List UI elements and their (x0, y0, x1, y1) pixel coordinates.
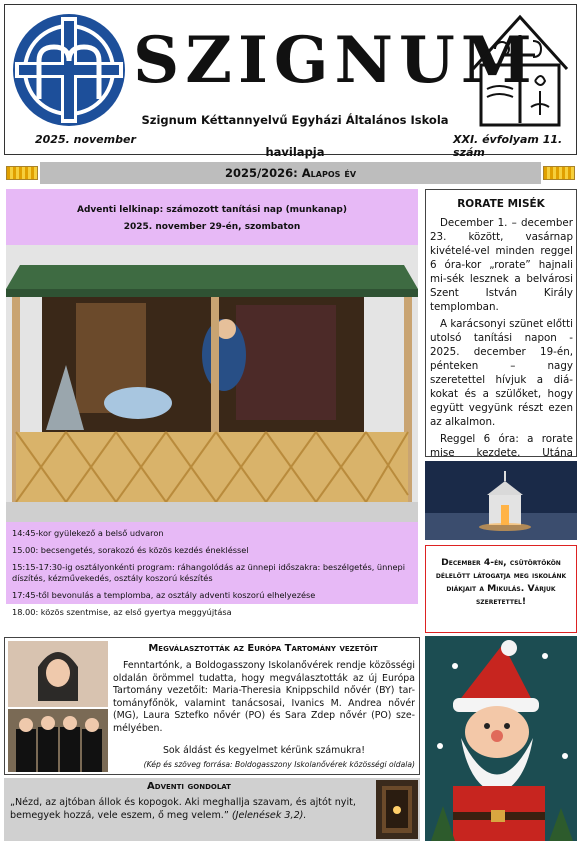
year-bar (4, 162, 577, 184)
thought-reference: (Jelenések 3,2). (231, 810, 307, 821)
nativity-stable-photo (6, 245, 418, 522)
thought-quote: „Nézd, az ajtóban állok és kopogok. Aki meghallja szavam, és ajtót nyit, bemegyek hozzá, vele eszem, ő meg velem.” (10, 797, 356, 821)
thought-title: Adventi gondolat (147, 781, 231, 792)
thought-text (10, 796, 374, 822)
school-logo-icon (9, 11, 129, 129)
stripe-ornament-icon (6, 166, 38, 180)
advent-thought-box (4, 778, 420, 841)
header-subtitle: havilapja (265, 145, 325, 159)
advent-schedule (12, 528, 414, 624)
election-text (113, 660, 415, 738)
school-name: Szignum Kéttannyelvű Egyházi Általános Iskola (141, 113, 449, 127)
election-title: Megválasztották az Európa Tartomány vezetőit (148, 643, 378, 654)
schedule-item: 18.00: közös szentmise, az első gyertya meggyújtása (12, 607, 232, 617)
mikulas-box (425, 545, 577, 633)
schedule-item: 14:45-kor gyülekező a belső udvaron (12, 528, 164, 538)
header (4, 4, 577, 159)
schedule-item: 15:15-17:30-ig osztályonkénti program: ráhangolódás az ünnepi időszakra: beszélgetés, ünnepi díszítés, kézművekedés, osztály koszorú készítés (12, 562, 405, 583)
santa-illustration (425, 636, 577, 841)
issue-number: XXI. évfolyam 11. szám (453, 133, 563, 159)
house-emblem-icon (465, 11, 575, 129)
door-photo (376, 780, 418, 839)
election-paragraph: Fenntartónk, a Boldogasszony Iskolanővérek rendje közösségi oldalán örömmel tudatta, hogy megválasztották az új Európa Tartomány vezetőit: Maria-Theresia Knippschild nővér (BY) tar-tományfőnök, valamint tanácsosai, Ivanics M. Andrea nővér (MG), Laura Sztefko nővér (PO) és Sara Zdep nővér (PO) sze-mélyében. (113, 660, 415, 734)
advent-date: 2025. november 29-én, szombaton (123, 222, 301, 232)
nuns-photo (8, 641, 108, 772)
advent-title: Adventi lelkinap: számozott tanítási nap (munkanap) (77, 205, 347, 215)
rorate-box (425, 189, 577, 457)
chapel-photo (425, 461, 577, 540)
rorate-paragraph: December 1. – december 23. között, vasárnap kivételé-vel minden reggel 6 óra-kor „rorate” hajnali mi-sék lesznek a belvárosi Szent István Király templomban. (430, 217, 573, 313)
election-source: (Kép és szöveg forrása: Boldogasszony Iskolanővérek közösségi oldala) (143, 760, 415, 769)
issue-date: 2025. november (35, 133, 136, 146)
masthead-title: SZIGNUM (133, 23, 538, 98)
advent-retreat-box (6, 189, 418, 617)
mikulas-text: December 4-én, csütörtökön délelőtt látogatja meg iskolánk diákjait a Mikulás. Várjuk szeretettel! (435, 557, 567, 607)
rorate-paragraph: Reggel 6 óra: a rorate mise kezdete. Utána (430, 433, 573, 459)
election-closing: Sok áldást és kegyelmet kérünk számukra! (162, 745, 366, 756)
election-article (4, 637, 420, 775)
rorate-title: RORATE MISÉK (457, 198, 545, 210)
stripe-ornament-icon (543, 166, 575, 180)
schedule-item: 17:45-től bevonulás a templomba, az osztály adventi koszorú elhelyezése (12, 590, 316, 600)
year-motto: 2025/2026: Alapos év (40, 162, 541, 184)
schedule-item: 15.00: becsengetés, sorakozó és közös kezdés énekléssel (12, 545, 249, 555)
rorate-paragraph: A karácsonyi szünet előtti utolsó tanítási napon - 2025. december 19-én, pénteken – nagy szeretettel hívjuk a diá-kokat és a szülőket, hogy együtt vegyünk részt ezen az alkalmon. (430, 318, 573, 428)
